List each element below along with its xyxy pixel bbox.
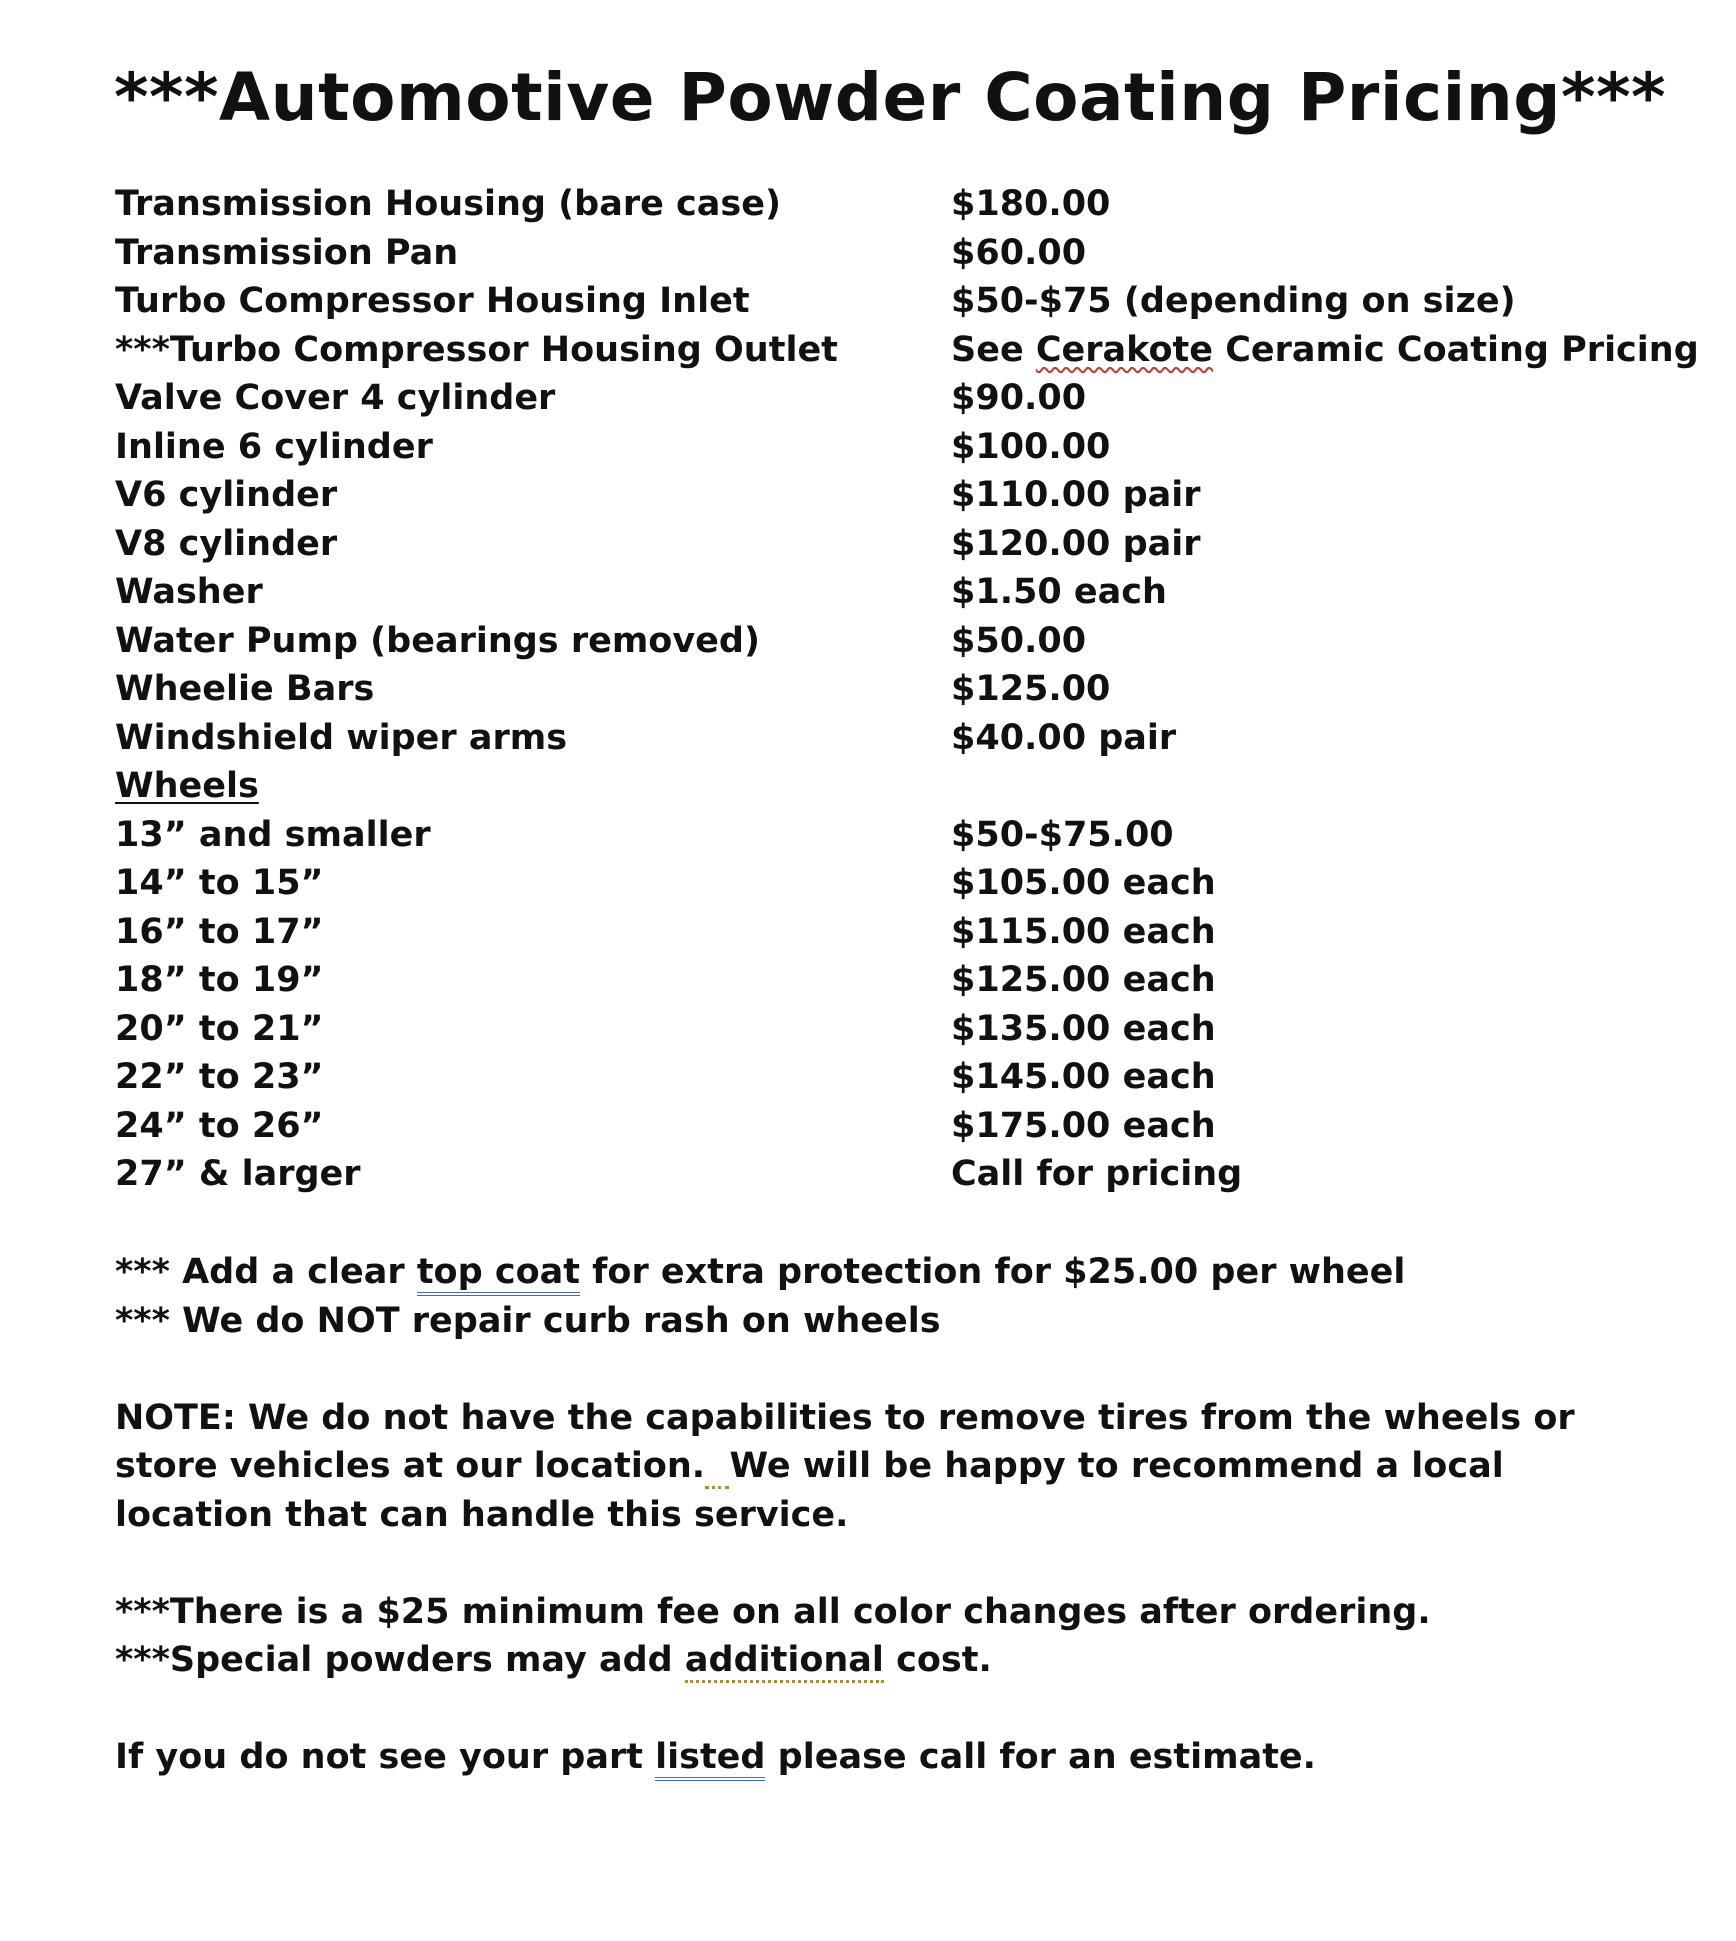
color-change-note: ***There is a $25 minimum fee on all color changes after ordering.: [115, 1591, 1431, 1632]
part-name: Transmission Housing (bare case): [115, 184, 781, 224]
part-price: $180.00: [951, 184, 1111, 224]
part-name: Washer: [115, 572, 263, 612]
part-price: $100.00: [951, 426, 1111, 467]
spacing-flag: [705, 1446, 729, 1489]
part-name: ***Turbo Compressor Housing Outlet: [115, 329, 838, 370]
price-row: [115, 665, 1675, 714]
price-row: [115, 714, 1675, 763]
price-row: [115, 423, 1675, 472]
price-row: [115, 956, 1675, 1005]
price-row: [115, 326, 1699, 375]
page-title: ***Automotive Powder Coating Pricing***: [113, 59, 1667, 136]
topcoat-note: [115, 1248, 1675, 1297]
part-price: $50-$75.00: [951, 814, 1174, 855]
price-row: [115, 277, 1675, 326]
price-text: Ceramic Coating Pricing: [1213, 329, 1699, 370]
part-price: $40.00 pair: [951, 717, 1177, 758]
part-price: $125.00 each: [951, 960, 1216, 1000]
part-name: 13” and smaller: [115, 814, 431, 855]
part-name: 14” to 15”: [115, 863, 324, 903]
part-price: $175.00 each: [951, 1105, 1216, 1146]
section-heading-row: [115, 762, 1675, 811]
part-name: Windshield wiper arms: [115, 717, 568, 758]
estimate-note: [115, 1733, 1675, 1782]
note-text: ***Special powders may add: [115, 1640, 685, 1680]
part-price: $90.00: [951, 378, 1087, 418]
price-row: [115, 374, 1675, 423]
part-price: $50.00: [951, 620, 1087, 661]
part-name: Water Pump (bearings removed): [115, 620, 760, 661]
part-name: 18” to 19”: [115, 960, 324, 1000]
part-price: $135.00 each: [951, 1008, 1216, 1049]
spacer: [115, 1685, 1675, 1734]
part-name: Inline 6 cylinder: [115, 426, 433, 467]
price-row: [115, 1150, 1675, 1199]
part-name: V6 cylinder: [115, 475, 338, 515]
spacer: [115, 1345, 1675, 1394]
part-price: $145.00 each: [951, 1057, 1216, 1097]
part-name: 24” to 26”: [115, 1105, 324, 1146]
part-price: $105.00 each: [951, 863, 1216, 903]
price-row: [115, 568, 1675, 617]
notes-section: [115, 1248, 1675, 1782]
part-name: 22” to 23”: [115, 1057, 324, 1097]
part-price: $115.00 each: [951, 911, 1216, 952]
part-price: [951, 326, 1699, 374]
part-name: 16” to 17”: [115, 911, 324, 952]
price-row: [115, 811, 1675, 860]
price-row: [115, 1053, 1675, 1102]
style-flagged-word: additional: [685, 1640, 884, 1683]
part-name: Turbo Compressor Housing Inlet: [115, 281, 750, 321]
wheels-heading: Wheels: [115, 766, 259, 806]
note-text: If you do not see your part: [115, 1737, 656, 1777]
note-text: *** Add a clear: [115, 1252, 417, 1292]
spacer: [115, 1539, 1675, 1588]
price-row: [115, 471, 1675, 520]
grammar-flagged-word: listed: [655, 1737, 765, 1781]
spellcheck-flagged-word: Cerakote: [1035, 329, 1214, 370]
note-text: cost.: [883, 1640, 992, 1680]
price-row: [115, 908, 1675, 957]
note-text: NOTE: We do not have the capabilities to remove tires from the wheels or store vehicles at our location.: [115, 1397, 1575, 1486]
part-name: 20” to 21”: [115, 1008, 324, 1049]
note-text: for extra protection for $25.00 per wheel: [580, 1252, 1406, 1292]
part-name: Wheelie Bars: [115, 669, 375, 709]
part-price: $120.00 pair: [951, 523, 1201, 564]
part-price: $60.00: [951, 232, 1087, 273]
price-text: See: [951, 329, 1036, 370]
special-powders-note: [115, 1636, 1675, 1685]
part-price: Call for pricing: [951, 1154, 1243, 1194]
price-row: [115, 1102, 1675, 1151]
note-text: We will be happy to recommend a local location that can handle this service.: [115, 1446, 1504, 1535]
tire-removal-note: [115, 1394, 1635, 1540]
price-row: [115, 1005, 1675, 1054]
price-list: [115, 180, 1699, 1199]
price-row: [115, 229, 1675, 278]
price-row: [115, 180, 1675, 229]
price-row: [115, 520, 1675, 569]
part-name: 27” & larger: [115, 1154, 361, 1194]
part-price: $50-$75 (depending on size): [951, 281, 1516, 321]
part-price: $110.00 pair: [951, 475, 1201, 515]
price-row: [115, 617, 1675, 666]
grammar-flagged-phrase: top coat: [417, 1252, 580, 1296]
part-name: V8 cylinder: [115, 523, 338, 564]
part-name: Transmission Pan: [115, 232, 459, 273]
curb-rash-note: *** We do NOT repair curb rash on wheels: [115, 1300, 941, 1341]
note-text: please call for an estimate.: [765, 1737, 1316, 1777]
part-price: $125.00: [951, 669, 1111, 709]
price-row: [115, 859, 1675, 908]
part-price: $1.50 each: [951, 572, 1167, 612]
part-name: Valve Cover 4 cylinder: [115, 378, 556, 418]
